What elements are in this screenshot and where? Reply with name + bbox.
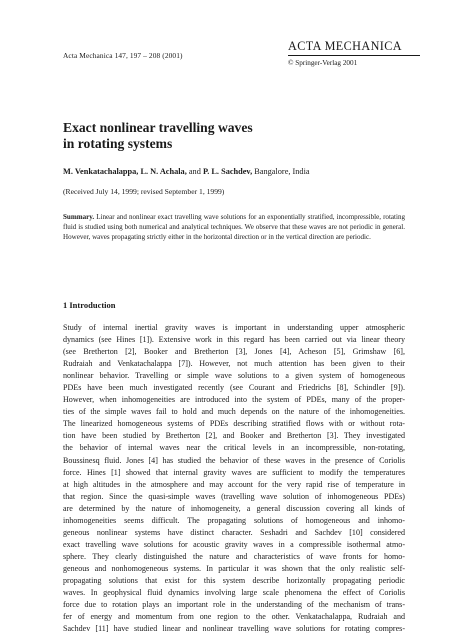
received-dates: (Received July 14, 1999; revised September 1, 1999) <box>63 187 225 196</box>
section-heading-introduction: 1 Introduction <box>63 300 116 310</box>
introduction-body <box>63 322 405 635</box>
body-line: propagating solutions that exist for this system describe horizontally propagating periodic <box>63 575 405 585</box>
article-title-line-1: Exact nonlinear travelling waves <box>63 120 253 135</box>
body-line: (see Bretherton [2], Booker and Bretherton [3], Jones [4], Acheson [5], Grimshaw [6], <box>63 347 405 357</box>
author-last: P. L. Sachdev, <box>202 167 253 176</box>
masthead-rule <box>288 55 420 56</box>
body-line: fer of energy and momentum from one region to the other. Venkatachalappa, Rudraiah and <box>63 612 405 622</box>
body-line: force. Hines [1] showed that internal gravity waves are sufficient to modify the temperatures <box>63 467 405 477</box>
journal-name: ACTA MECHANICA <box>288 39 402 53</box>
copyright-notice: © Springer-Verlag 2001 <box>288 59 358 67</box>
journal-reference: Acta Mechanica 147, 197 – 208 (2001) <box>63 51 183 60</box>
body-line: dynamics (see Hines [1]). Extensive work in this regard has been carried out via linear theory <box>63 335 405 345</box>
body-line: geneous nonlinear systems have distinct character. Seshadri and Sachdev [10] considered <box>63 527 405 537</box>
body-line: force due to rotation plays an important role in the understanding of the mechanism of trans- <box>63 600 405 610</box>
summary-abstract <box>63 213 405 243</box>
summary-label: Summary. <box>63 213 95 221</box>
body-line: are determined by the nature of inhomogeneity, a general discussion covering all kinds of <box>63 503 405 513</box>
body-line: tion have been studied by Bretherton [2], and Booker and Bretherton [3]. They investigated <box>63 431 405 441</box>
author-names: M. Venkatachalappa, L. N. Achala, <box>63 167 187 176</box>
author-conjunction: and <box>188 167 201 176</box>
author-line <box>63 167 310 176</box>
body-line: Rudraiah and Venkatachalappa [7]). However, not much attention has been given to their <box>63 359 405 369</box>
body-line: that region. Since the quasi-simple waves (travelling wave solution of inhomogeneous PDEs) <box>63 491 405 501</box>
body-line: the behavior of internal waves near the critical levels in an incompressible, non-rotating, <box>63 443 405 453</box>
body-line: geneous and nonhomogeneous systems. In particular it was shown that the only realistic self- <box>63 563 405 573</box>
body-line: ties of the simple waves fail to hold and much depends on the nature of the inhomogeneities. <box>63 407 405 417</box>
body-line: PDEs have been much investigated recently (see Courant and Friedrichs [8], Schindler [9]). <box>63 383 405 393</box>
body-line: However, when inhomogeneities are introduced into the system of PDEs, many of the proper- <box>63 395 405 405</box>
body-line: waves. In geophysical fluid dynamics involving large scale phenomena the effect of Coriolis <box>63 588 405 598</box>
body-line: nonlinear behavior. Travelling or simple wave solutions to a given system of homogeneous <box>63 371 405 381</box>
body-line: Study of internal inertial gravity waves is important in understanding upper atmospheric <box>63 323 405 332</box>
body-line: The linearized homogeneous systems of PDEs describing stratified flows with or without rota- <box>63 419 405 429</box>
body-line: Sachdev [11] have studied linear and nonlinear travelling wave solutions for rotating compres- <box>63 624 405 634</box>
body-line: sphere. They clearly distinguished the nature and characteristics of wave fronts for homo- <box>63 551 405 561</box>
summary-text: Linear and nonlinear exact travelling wave solutions for an exponentially stratified, incompressible, rotating fluid is studied using both numerical and analytical techniques. We observe that these waves are not periodic in general. However, waves propagating strictly either in the horizontal direction or in the vertical direction are periodic. <box>63 213 405 241</box>
author-location: Bangalore, India <box>254 167 310 176</box>
body-line: exact travelling wave solutions for acoustic gravity waves in a compressible isothermal atmo- <box>63 539 405 549</box>
journal-masthead <box>288 39 428 67</box>
body-line: at high altitudes in the atmosphere and may account for the very rapid rise of temperature in <box>63 479 405 489</box>
article-title <box>63 120 363 152</box>
body-line: inhomogeneities seems difficult. The propagating solutions of homogeneous and inhomo- <box>63 515 405 525</box>
body-line: Boussinesq fluid. Jones [4] has studied the behavior of these waves in the presence of Coriolis <box>63 455 405 465</box>
article-title-line-2: in rotating systems <box>63 136 173 151</box>
